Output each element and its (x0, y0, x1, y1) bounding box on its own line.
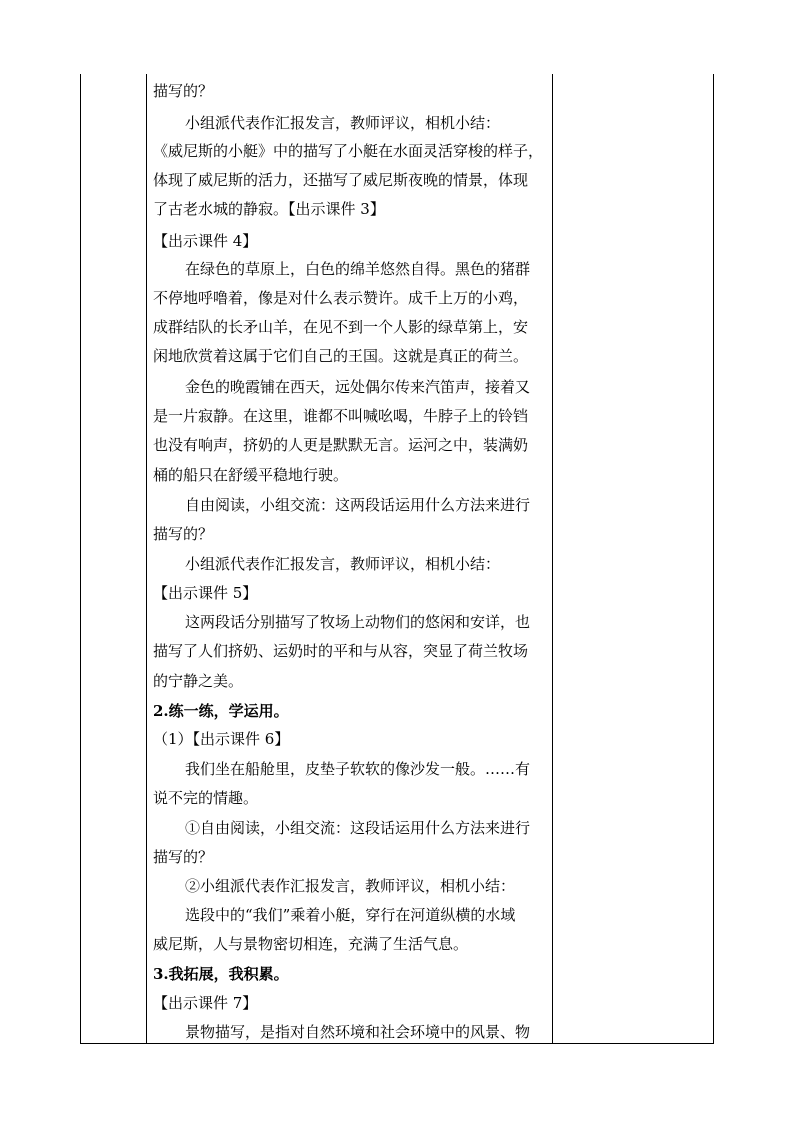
text-line: 金色的晚霞铺在西天，远处偶尔传来汽笛声，接着又 (185, 378, 531, 396)
table-border-left (80, 74, 81, 1044)
text-line: 说不完的情趣。 (153, 789, 259, 807)
text-line: 了古老水城的静寂。【出示课件 3】 (153, 200, 385, 218)
table-border-right (713, 74, 714, 1044)
section-heading: 3.我拓展，我积累。 (153, 965, 289, 983)
text-line: 在绿色的草原上，白色的绵羊悠然自得。黑色的猪群 (185, 260, 531, 278)
text-line: 描写了人们挤奶、运奶时的平和与从容，突显了荷兰牧场 (153, 642, 529, 660)
text-line: 自由阅读，小组交流：这两段话运用什么方法来进行 (185, 496, 531, 514)
text-line: 【出示课件 5】 (153, 584, 258, 602)
text-line: 选段中的“我们”乘着小艇，穿行在河道纵横的水域 (185, 906, 516, 924)
section-heading: 2.练一练，学运用。 (153, 702, 289, 720)
text-line: 闲地欣赏着这属于它们自己的王国。这就是真正的荷兰。 (153, 347, 529, 365)
table-divider-1 (146, 74, 147, 1044)
text-line: 描写的？ (153, 848, 214, 866)
text-line: 小组派代表作汇报发言，教师评议，相机小结： (185, 555, 501, 573)
text-line: （1）【出示课件 6】 (153, 730, 290, 748)
text-line: 描写的？ (153, 82, 214, 100)
table-border-bottom (80, 1043, 714, 1044)
text-line: 小组派代表作汇报发言，教师评议，相机小结： (185, 114, 501, 132)
text-line: 《威尼斯的小艇》中的描写了小艇在水面灵活穿梭的样子， (153, 142, 544, 160)
text-line: 桶的船只在舒缓平稳地行驶。 (153, 466, 349, 484)
text-line: 是一片寂静。在这里，谁都不叫喊吆喝，牛脖子上的铃铛 (153, 407, 529, 425)
text-line: 的宁静之美。 (153, 672, 244, 690)
table-divider-2 (552, 74, 553, 1044)
text-line: ①自由阅读，小组交流：这段话运用什么方法来进行 (185, 819, 531, 837)
text-line: 体现了威尼斯的活力，还描写了威尼斯夜晚的情景，体现 (153, 171, 529, 189)
text-line: 【出示课件 4】 (153, 232, 258, 250)
text-line: 景物描写，是指对自然环境和社会环境中的风景、物 (185, 1023, 531, 1041)
text-line: 成群结队的长矛山羊，在见不到一个人影的绿草第上，安 (153, 318, 529, 336)
text-line: 【出示课件 7】 (153, 994, 258, 1012)
text-line: ②小组派代表作汇报发言，教师评议，相机小结： (185, 877, 516, 895)
text-line: 我们坐在船舱里，皮垫子软软的像沙发一般。……有 (185, 760, 531, 778)
text-line: 威尼斯，人与景物密切相连，充满了生活气息。 (153, 935, 469, 953)
text-line: 这两段话分别描写了牧场上动物们的悠闲和安详，也 (185, 613, 531, 631)
text-line: 不停地呼噜着，像是对什么表示赞许。成千上万的小鸡， (153, 289, 529, 307)
text-line: 也没有响声，挤奶的人更是默默无言。运河之中，装满奶 (153, 436, 529, 454)
text-line: 描写的？ (153, 525, 214, 543)
